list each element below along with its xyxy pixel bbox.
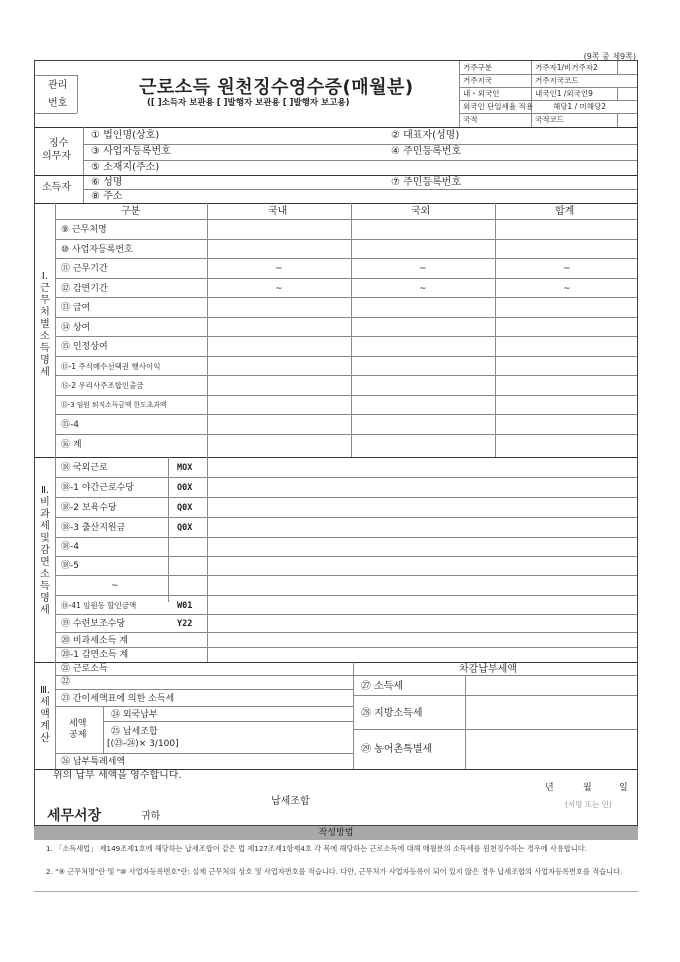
s1-row: ⑪ 근무기간 <box>61 264 108 274</box>
s1-row: ⑭ 상여 <box>61 323 91 333</box>
s1-row: ⑮ 인정상여 <box>61 342 108 352</box>
s2-code: W01 <box>177 601 193 611</box>
s2-row: ⑳-1 감면소득 계 <box>61 650 129 660</box>
s3-row: ㉓ 간이세액표에 의한 소득세 <box>61 694 175 704</box>
earner-name: ⑥ 성명 <box>91 177 123 188</box>
s2-row: ⑱ 국외근로 <box>61 463 108 473</box>
s3-deduct-label-2: 공제 <box>69 730 87 740</box>
s3-deduct-label: 세액 <box>69 719 87 729</box>
tax-office: 세무서장 <box>47 808 102 824</box>
form-title: 근로소득 원천징수영수증(매월분) <box>139 77 414 98</box>
info-value: 국적코드 <box>535 115 564 124</box>
s3-row: ㉒ <box>61 677 71 687</box>
s3-row: ㉔ 외국납부 <box>111 710 158 720</box>
col-header: 구분 <box>121 206 141 217</box>
col-header: 합계 <box>555 206 575 217</box>
earner-address: ⑧ 주소 <box>91 191 123 202</box>
s3-row: ㉖ 납부특례세액 <box>61 757 126 767</box>
s2-row: ⑱-2 보육수당 <box>61 503 117 513</box>
section1-label: Ⅰ. 근무처별 소득명세 <box>40 271 50 378</box>
s1-row: ⑯ 계 <box>61 440 82 450</box>
col-header: 국내 <box>268 206 288 217</box>
s2-code: Q0X <box>177 503 193 513</box>
info-label: 거주구분 <box>463 63 492 72</box>
info-label: 국적 <box>463 115 478 124</box>
s3-right-row: ㉘ 지방소득세 <box>361 708 423 719</box>
s2-row: ⑲ 수련보조수당 <box>61 619 126 629</box>
tax-union-label: 납세조합 <box>271 796 310 807</box>
date-day: 일 <box>619 783 628 793</box>
s2-code: Q0X <box>177 523 193 533</box>
method-note: 1. 「소득세법」 제149조제1호에 해당하는 납세조합이 같은 법 제127조제1항제4호 각 목에 해당하는 근로소득에 대해 매월분의 소득세를 원천징수하는 경우에 사용합니다. <box>46 844 587 853</box>
info-value: 거주자1/비거주자2 <box>535 63 598 72</box>
info-value: 내국인1 /외국인9 <box>535 89 593 98</box>
s3-right-row: ㉙ 농어촌특별세 <box>361 744 433 755</box>
receipt-statement: 위의 납부 세액을 영수합니다. <box>53 770 182 781</box>
tilde: ~ <box>419 284 427 294</box>
method-note: 2. "⑨ 근무처명"란 및 "⑩ 사업자등록번호"란: 실제 근무처의 상호 및 사업자번호를 적습니다. 다만, 근무처가 사업자등록이 되어 있지 않은 경우 납세조합의 사업자등록번호를 적습니다. <box>46 867 623 876</box>
date-year: 년 <box>545 783 554 793</box>
withholder-label: 징수 <box>49 138 69 149</box>
s2-row: ⑱-3 출산지원금 <box>61 523 126 533</box>
mgmt-label-2: 번호 <box>48 98 68 109</box>
s2-row: ⑱-5 <box>61 561 79 571</box>
s2-row: ⑱-41 임원등 할인금액 <box>61 601 137 610</box>
field-address: ⑤ 소재지(주소) <box>91 162 160 173</box>
info-label: 외국인 단일세율 적용 <box>463 102 533 111</box>
s3-row: [(㉓-㉔)× 3/100] <box>107 739 179 749</box>
col-header: 국외 <box>411 206 431 217</box>
s1-row: ⑨ 근무처명 <box>61 225 107 235</box>
method-title: 작성방법 <box>34 826 638 840</box>
field-company-name: ① 법인명(상호) <box>91 130 160 141</box>
s2-row: ⑳ 비과세소득 계 <box>61 636 128 646</box>
tilde: ~ <box>275 264 283 274</box>
s2-code: MOX <box>177 463 193 473</box>
s3-row: ㉑ 근로소득 <box>61 664 108 674</box>
tilde: ~ <box>563 284 571 294</box>
page-number: (9쪽 중 제9쪽) <box>583 52 636 61</box>
s2-code: Y22 <box>177 619 193 629</box>
s1-row: ⑮-4 <box>61 420 79 430</box>
info-value: 거주지국코드 <box>535 76 579 85</box>
section2-label: Ⅱ. 비과세 및 감면소득명세 <box>40 485 50 616</box>
field-resident-no: ④ 주민등록번호 <box>391 146 462 157</box>
s1-row: ⑬ 급여 <box>61 303 91 313</box>
honorific: 귀하 <box>141 811 161 822</box>
tilde: ~ <box>563 264 571 274</box>
date-month: 월 <box>583 783 592 793</box>
earner-resident-no: ⑦ 주민등록번호 <box>391 177 462 188</box>
section3-label: Ⅲ. 세액계산 <box>39 685 51 744</box>
info-label: 거주지국 <box>463 76 492 85</box>
earner-label: 소득자 <box>42 182 71 193</box>
withholder-label-2: 의무자 <box>42 151 71 162</box>
signature-label: (서명 또는 인) <box>565 800 612 809</box>
s3-row: ㉕ 납세조합 <box>111 727 158 737</box>
s1-row: ⑩ 사업자등록번호 <box>61 245 133 255</box>
s2-row: ⑱-1 야간근로수당 <box>61 483 134 493</box>
form-subtitle: ([ ]소득자 보관용 [ ]발행자 보관용 [ ]발행자 보고용) <box>147 98 350 108</box>
s1-row: ⑫ 감면기간 <box>61 284 108 294</box>
s1-row: ⑮-3 임원 퇴직소득금액 한도초과액 <box>61 401 167 409</box>
mgmt-label: 관리 <box>48 80 68 91</box>
tilde: ~ <box>275 284 283 294</box>
s2-row: ⑱-4 <box>61 542 79 552</box>
form-frame <box>34 60 638 826</box>
s2-code: O0X <box>177 483 193 493</box>
s1-row: ⑮-2 우리사주조합인출금 <box>61 381 144 390</box>
info-value: 해당1 / 미해당2 <box>553 102 607 111</box>
s1-row: ⑮-1 주식매수선택권 행사이익 <box>61 362 161 371</box>
s2-row: ~ <box>111 581 119 591</box>
s3-right-title: 차감납부세액 <box>459 664 517 675</box>
field-business-no: ③ 사업자등록번호 <box>91 146 171 157</box>
field-representative: ② 대표자(성명) <box>391 130 460 141</box>
s3-right-row: ㉗ 소득세 <box>361 681 404 692</box>
info-label: 내・외국인 <box>463 89 500 98</box>
tilde: ~ <box>419 264 427 274</box>
bottom-divider <box>34 891 638 892</box>
